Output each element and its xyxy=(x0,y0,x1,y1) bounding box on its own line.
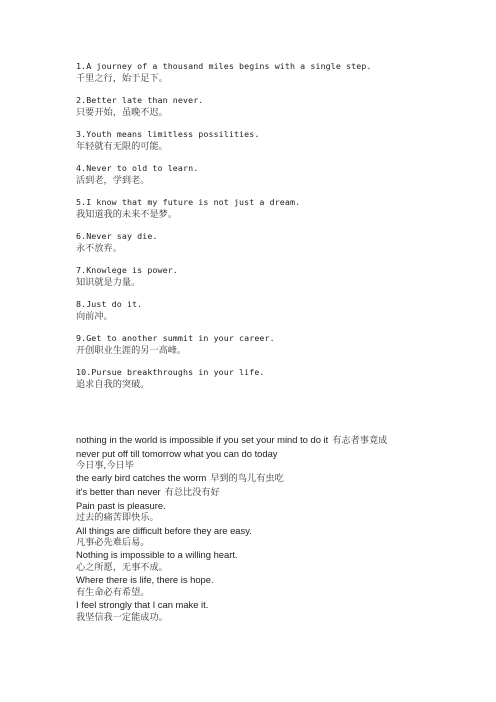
text-line: Pain past is pleasure. xyxy=(76,499,166,511)
quote-chinese: 追求自我的突破。 xyxy=(76,379,150,390)
numbered-quote-list xyxy=(76,60,476,400)
quote-english: 4.Never to old to learn. xyxy=(76,163,199,173)
proverb-paragraph xyxy=(76,434,476,624)
quote-english: 1.A journey of a thousand miles begins with a single step. xyxy=(76,61,372,71)
list-item xyxy=(76,94,476,128)
text-line: 今日事,今日毕 xyxy=(76,459,135,471)
quote-chinese: 开创职业生涯的另一高峰。 xyxy=(76,345,187,356)
text-line: All things are difficult before they are easy. xyxy=(76,524,252,536)
proverb-english: it's better than never xyxy=(76,486,161,498)
quote-chinese: 向前冲。 xyxy=(76,311,113,322)
list-item xyxy=(76,196,476,230)
list-item xyxy=(76,264,476,298)
text-line: 有生命必有希望。 xyxy=(76,586,150,598)
quote-english: 10.Pursue breakthroughs in your life. xyxy=(76,367,265,377)
quote-chinese: 我知道我的未来不是梦。 xyxy=(76,209,178,220)
quote-chinese: 只要开始，虽晚不迟。 xyxy=(76,107,168,118)
text-line xyxy=(76,472,476,486)
list-item xyxy=(76,60,476,94)
quote-chinese: 永不放弃。 xyxy=(76,243,122,254)
proverb-english: nothing in the world is impossible if you set your mind to do it xyxy=(76,434,329,445)
quote-chinese: 千里之行，始于足下。 xyxy=(76,73,168,84)
list-item xyxy=(76,230,476,264)
text-line: never put off till tomorrow what you can do today xyxy=(76,447,278,459)
text-line: Where there is life, there is hope. xyxy=(76,574,214,586)
text-line: Nothing is impossible to a willing heart. xyxy=(76,549,238,561)
quote-english: 8.Just do it. xyxy=(76,299,143,309)
proverb-english: the early bird catches the worm xyxy=(76,472,207,484)
list-item xyxy=(76,332,476,366)
text-line: I feel strongly that I can make it. xyxy=(76,599,209,611)
text-line: 凡事必先难后易。 xyxy=(76,536,150,548)
quote-chinese: 活到老，学到老。 xyxy=(76,175,150,186)
text-line: 我坚信我一定能成功。 xyxy=(76,611,168,623)
quote-english: 6.Never say die. xyxy=(76,231,158,241)
list-item xyxy=(76,298,476,332)
text-line: 心之所愿，无事不成。 xyxy=(76,561,168,573)
proverb-chinese: 早到的鸟儿有虫吃 xyxy=(210,473,284,485)
quote-english: 5.I know that my future is not just a dream. xyxy=(76,197,301,207)
quote-chinese: 知识就是力量。 xyxy=(76,277,141,288)
quote-english: 2.Better late than never. xyxy=(76,95,204,105)
quote-chinese: 年轻就有无限的可能。 xyxy=(76,141,168,152)
text-line xyxy=(76,486,476,500)
quote-english: 3.Youth means limitless possilities. xyxy=(76,129,260,139)
text-line: 过去的痛苦即快乐。 xyxy=(76,511,159,523)
proverb-chinese: 有总比没有好 xyxy=(164,487,220,499)
list-item xyxy=(76,128,476,162)
text-line xyxy=(76,434,476,448)
list-item xyxy=(76,366,476,400)
quote-english: 9.Get to another summit in your career. xyxy=(76,333,275,343)
list-item xyxy=(76,162,476,196)
quote-english: 7.Knowlege is power. xyxy=(76,265,178,275)
proverb-chinese: 有志者事竟成 xyxy=(332,435,388,446)
